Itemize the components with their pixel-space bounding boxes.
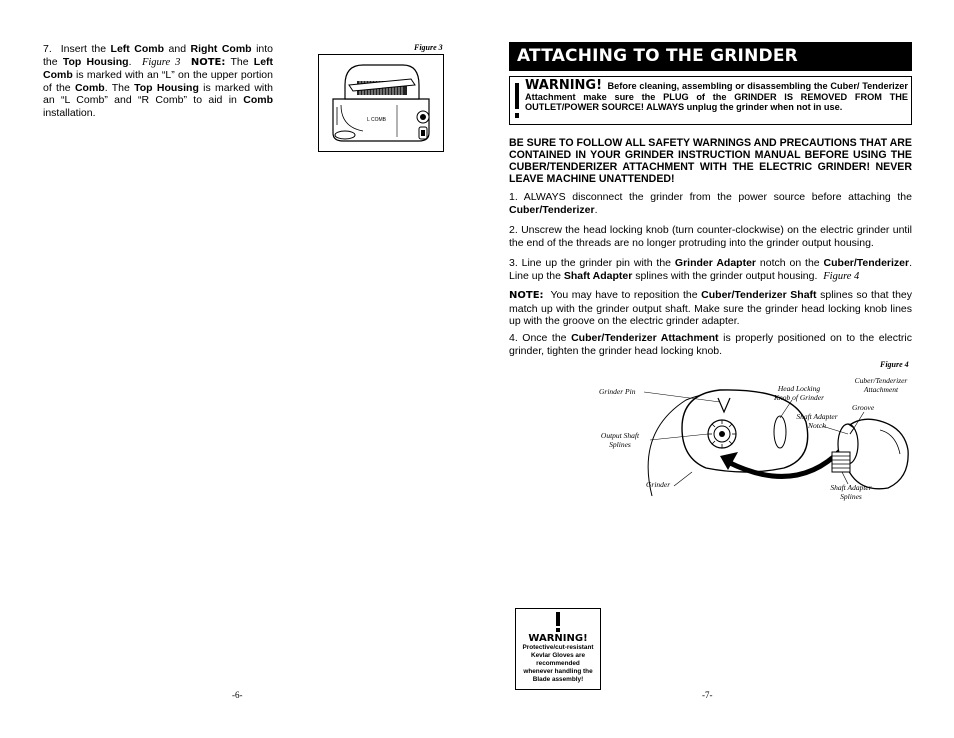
warning-title: WARNING! <box>525 78 603 93</box>
glove-warning-box <box>515 608 601 690</box>
figure-3-caption: Figure 3 <box>414 43 443 52</box>
label-output-shaft-splines: Output Shaft Splines <box>600 431 640 449</box>
glove-warning-line: Blade assembly! <box>532 676 584 683</box>
step-3-text: 3. Line up the grinder pin with the Grinder Adapter notch on the Cuber/Tenderizer. Line up the Shaft Adapter splines with the grinder output housing. Figure 4 <box>509 257 913 282</box>
note-text: NOTE: You may have to reposition the Cuber/Tenderizer Shaft splines so that they match up with the grinder output shaft. Make sure the grinder head locking knob lines up with the groove on the electric grinder adapter. <box>509 289 912 327</box>
glove-warning-title: WARNING! <box>528 633 588 644</box>
label-grinder-pin: Grinder Pin <box>599 387 636 396</box>
section-heading: ATTACHING TO THE GRINDER <box>509 42 912 71</box>
label-shaft-adapter-notch: Shaft Adapter Notch <box>796 412 838 430</box>
warning-text: Before cleaning, assembling or disassembling the Cuber/ Tenderizer Attachment make sure the PLUG of the GRINDER IS REMOVED FROM THE OUTLET/POWER SOURCE! ALWAYS unplug the grinder when not in use. <box>525 81 908 112</box>
warning-triangle-icon <box>548 611 568 633</box>
label-grinder: Grinder <box>646 480 671 489</box>
label-groove: Groove <box>852 403 875 412</box>
grinder-top-housing-drawing <box>319 55 443 151</box>
l-comb-label: L COMB <box>367 117 386 123</box>
safety-notice: BE SURE TO FOLLOW ALL SAFETY WARNINGS AND PRECAUTIONS THAT ARE CONTAINED IN YOUR GRINDER INSTRUCTION MANUAL BEFORE USING THE CUBER/TENDERIZER ATTACHMENT WITH THE ELECTRIC GRINDER! NEVER LEAVE MACHINE UNATTENDED! <box>509 137 912 185</box>
label-cuber-attachment: Cuber/Tenderizer Attachment <box>854 376 908 394</box>
page-number-right: -7- <box>702 690 713 700</box>
label-shaft-adapter-splines: Shaft Adapter Splines <box>830 483 872 501</box>
glove-warning-line: Protective/cut-resistant <box>522 644 594 651</box>
step-1-text: 1. ALWAYS disconnect the grinder from the power source before attaching the Cuber/Tenderizer. <box>509 191 912 216</box>
figure-4-caption: Figure 4 <box>880 360 909 369</box>
glove-warning-line: recommended <box>536 660 580 667</box>
warning-box <box>509 76 912 125</box>
step-7-text: 7. Insert the Left Comb and Right Comb into the Top Housing. Figure 3 NOTE: The Left Comb is marked with an “L” on the upper portion of the Comb. The Top Housing is marked with an “L Comb” and “R Comb” to aid in Comb installation. <box>43 43 274 119</box>
exclamation-icon <box>512 81 522 121</box>
figure-4-illustration <box>596 372 916 502</box>
figure-3-reference: Figure 3 <box>141 56 181 68</box>
step-2-text: 2. Unscrew the head locking knob (turn counter-clockwise) on the electric grinder until the end of the threads are no longer protruding into the grinder output housing. <box>509 224 912 249</box>
label-head-locking-knob: Head Locking Knob of Grinder <box>773 384 824 402</box>
page-number-left: -6- <box>232 690 243 700</box>
figure-4-reference: Figure 4 <box>823 270 860 282</box>
glove-warning-line: Kevlar Gloves are <box>531 652 585 659</box>
step-4-text: 4. Once the Cuber/Tenderizer Attachment is properly positioned on to the electric grinder, tighten the grinder head locking knob. <box>509 332 913 357</box>
figure-3-illustration <box>318 54 444 152</box>
glove-warning-line: whenever handling the <box>523 668 593 675</box>
